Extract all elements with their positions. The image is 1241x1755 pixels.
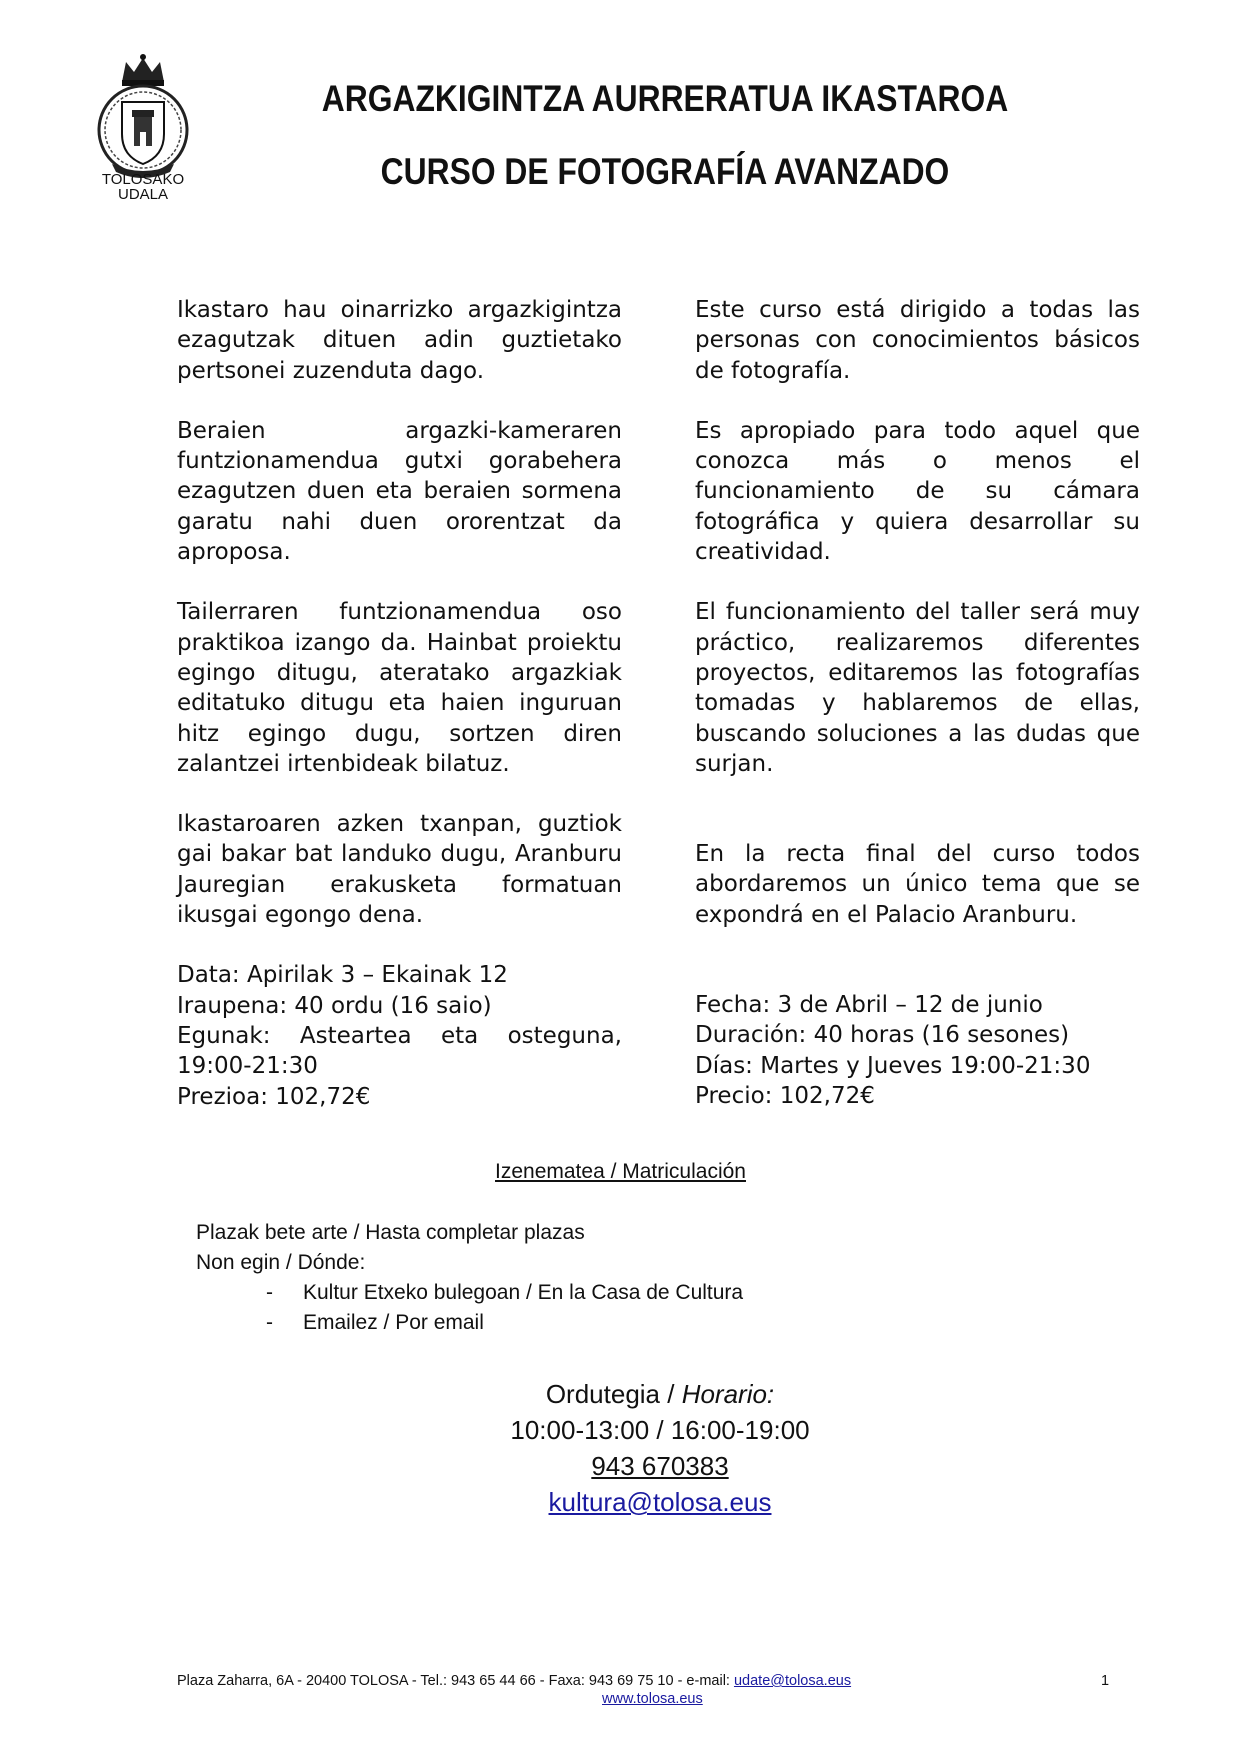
spanish-paragraph: En la recta final del curso todos abordaremos un único tema que se expondrá en el Palacio Aranburu. (695, 841, 1140, 928)
coat-of-arms-icon (92, 52, 194, 180)
spanish-paragraph: Este curso está dirigido a todas las personas con conocimientos básicos de fotografía. (695, 297, 1140, 384)
spanish-price: Precio: 102,72€ (695, 1082, 875, 1109)
spanish-paragraph: El funcionamiento del taller será muy práctico, realizaremos diferentes proyectos, editaremos las fotografías tomadas y hablaremos de ellas, buscando soluciones a las dudas que surjan. (695, 599, 1140, 777)
basque-paragraph: Tailerraren funtzionamendua oso praktikoa izango da. Hainbat proiektu egingo ditugu, ateratako argazkiak editatuko ditugu eta haien inguruan hitz egingo dugu, sortzen diren zalantzei irtenbideak bilatuz. (177, 599, 622, 777)
list-item (196, 1308, 743, 1338)
basque-column (177, 295, 622, 1112)
registration-until: Plazak bete arte / Hasta completar plazas (196, 1221, 585, 1244)
registration-title: Izenematea / Matriculación (495, 1160, 746, 1183)
spanish-column (695, 295, 1140, 1111)
logo-text-line2: UDALA (117, 186, 169, 203)
spanish-date: Fecha: 3 de Abril – 12 de junio (695, 992, 1043, 1019)
basque-duration: Iraupena: 40 ordu (16 saio) (177, 992, 492, 1019)
basque-days: Egunak: Asteartea eta osteguna, 19:00-21:30 (177, 1022, 622, 1080)
page-footer (177, 1672, 1110, 1707)
schedule-phone (0, 1448, 1241, 1484)
spanish-duration: Duración: 40 horas (16 sesones) (695, 1022, 1070, 1049)
footer-address-line (177, 1672, 1110, 1690)
page-number: 1 (1101, 1673, 1110, 1689)
schedule-email (0, 1484, 1241, 1520)
footer-address: Plaza Zaharra, 6A - 20400 TOLOSA - Tel.: 943 65 44 66 - Faxa: 943 69 75 10 - e-mail: (177, 1673, 734, 1689)
title-spanish: CURSO DE FOTOGRAFÍA AVANZADO (380, 151, 950, 192)
spanish-course-info (695, 990, 1140, 1111)
basque-paragraph: Ikastaro hau oinarrizko argazkigintza ezagutzak dituen adin guztietako pertsonei zuzenduta dago. (177, 297, 622, 384)
schedule-label-spanish: Horario: (681, 1379, 775, 1409)
phone-number: 943 670383 (591, 1451, 729, 1481)
footer-website-link[interactable]: www.tolosa.eus (602, 1691, 703, 1707)
schedule-hours: 10:00-13:00 / 16:00-19:00 (510, 1415, 810, 1445)
bullet-text: Kultur Etxeko bulegoan / En la Casa de Cultura (303, 1281, 744, 1304)
basque-date: Data: Apirilak 3 – Ekainak 12 (177, 962, 508, 989)
dash-bullet-icon: - (266, 1281, 273, 1304)
list-item (196, 1278, 743, 1308)
municipal-logo (92, 52, 194, 222)
logo-text-line1: TOLOSAKO (101, 171, 185, 188)
basque-paragraph: Ikastaroaren azken txanpan, guztiok gai bakar bat landuko dugu, Aranburu Jauregian erakusketa formatuan ikusgai egongo dena. (177, 811, 622, 929)
basque-course-info (177, 960, 622, 1111)
basque-paragraph: Beraien argazki-kameraren funtzionamendua gutxi gorabehera ezagutzen duen eta beraien sormena garatu nahi duen ororentzat da aproposa. (177, 417, 622, 566)
schedule-label-basque: Ordutegia / (545, 1379, 682, 1409)
bullet-text: Emailez / Por email (303, 1311, 484, 1334)
email-link[interactable]: kultura@tolosa.eus (548, 1487, 772, 1517)
basque-price: Prezioa: 102,72€ (177, 1083, 371, 1110)
spanish-days: Días: Martes y Jueves 19:00-21:30 (695, 1052, 1091, 1079)
footer-email-link[interactable]: udate@tolosa.eus (733, 1673, 852, 1689)
dash-bullet-icon: - (266, 1311, 273, 1334)
title-basque: ARGAZKIGINTZA AURRERATUA IKASTAROA (321, 78, 1009, 119)
spanish-paragraph: Es apropiado para todo aquel que conozca más o menos el funcionamiento de su cámara fotográfica y quiera desarrollar su creatividad. (695, 417, 1140, 566)
registration-details (196, 1218, 743, 1338)
schedule-label (0, 1376, 1241, 1412)
registration-where: Non egin / Dónde: (196, 1251, 366, 1274)
